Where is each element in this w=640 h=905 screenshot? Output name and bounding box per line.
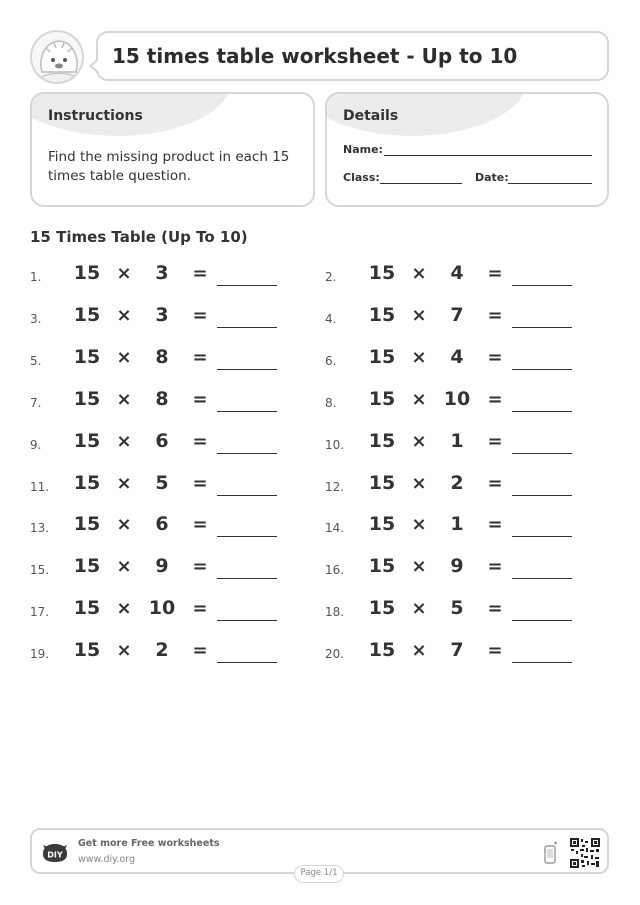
answer-field[interactable] bbox=[217, 453, 277, 454]
times-sign: × bbox=[411, 263, 427, 284]
equals-sign: = bbox=[192, 598, 208, 620]
times-sign: × bbox=[411, 346, 427, 368]
question-number: 17. bbox=[30, 605, 50, 620]
question-5 bbox=[30, 344, 290, 374]
question-number: 2. bbox=[325, 270, 337, 284]
question-15 bbox=[30, 553, 290, 583]
answer-field[interactable] bbox=[512, 495, 572, 496]
equals-sign: = bbox=[487, 598, 503, 620]
question-19 bbox=[30, 637, 290, 667]
question-13 bbox=[30, 511, 290, 541]
times-sign: × bbox=[116, 598, 132, 620]
equals-sign: = bbox=[192, 556, 208, 578]
answer-field[interactable] bbox=[512, 620, 572, 621]
multiplicand: 15 bbox=[368, 471, 396, 494]
answer-field[interactable] bbox=[512, 369, 572, 370]
times-sign: × bbox=[116, 640, 132, 662]
multiplicand: 15 bbox=[73, 387, 101, 410]
question-number: 12. bbox=[325, 479, 345, 494]
multiplier: 9 bbox=[155, 555, 169, 578]
times-sign: × bbox=[116, 514, 132, 536]
worksheet-title-box bbox=[96, 31, 609, 81]
question-number: 10. bbox=[325, 437, 345, 452]
multiplier: 8 bbox=[155, 387, 169, 410]
answer-field[interactable] bbox=[512, 536, 572, 537]
equals-sign: = bbox=[487, 388, 503, 410]
instructions-text: Find the missing product in each 15 times table question. bbox=[48, 149, 290, 184]
equals-sign: = bbox=[487, 640, 503, 662]
question-2 bbox=[325, 260, 585, 290]
question-16 bbox=[325, 553, 585, 583]
phone-scan-icon bbox=[543, 841, 559, 865]
question-number: 1. bbox=[30, 270, 42, 284]
answer-field[interactable] bbox=[512, 411, 572, 412]
mascot-avatar bbox=[30, 30, 84, 84]
question-6 bbox=[325, 344, 585, 374]
equals-sign: = bbox=[192, 640, 208, 662]
times-sign: × bbox=[116, 263, 132, 284]
multiplicand: 15 bbox=[73, 555, 101, 578]
question-number: 19. bbox=[30, 647, 50, 662]
times-sign: × bbox=[411, 472, 427, 494]
answer-field[interactable] bbox=[217, 620, 277, 621]
question-20 bbox=[325, 637, 585, 667]
equals-sign: = bbox=[192, 388, 208, 410]
equals-sign: = bbox=[487, 430, 503, 452]
multiplicand: 15 bbox=[368, 555, 396, 578]
question-number: 14. bbox=[325, 521, 345, 536]
multiplicand: 15 bbox=[368, 262, 396, 284]
answer-field[interactable] bbox=[512, 285, 572, 286]
times-sign: × bbox=[116, 346, 132, 368]
details-panel bbox=[325, 92, 609, 207]
multiplier: 4 bbox=[450, 262, 464, 284]
answer-field[interactable] bbox=[217, 285, 277, 286]
times-sign: × bbox=[411, 514, 427, 536]
answer-field[interactable] bbox=[217, 536, 277, 537]
answer-field[interactable] bbox=[217, 327, 277, 328]
question-12 bbox=[325, 470, 585, 500]
multiplier: 7 bbox=[450, 303, 464, 326]
question-3 bbox=[30, 302, 290, 332]
question-1 bbox=[30, 260, 290, 290]
equals-sign: = bbox=[192, 514, 208, 536]
multiplicand: 15 bbox=[73, 262, 101, 284]
times-sign: × bbox=[411, 430, 427, 452]
details-title: Details bbox=[343, 108, 399, 124]
multiplier: 5 bbox=[155, 471, 169, 494]
question-number: 3. bbox=[30, 311, 42, 326]
question-number: 8. bbox=[325, 395, 337, 410]
multiplier: 2 bbox=[155, 639, 169, 662]
multiplicand: 15 bbox=[368, 387, 396, 410]
question-7 bbox=[30, 386, 290, 416]
equals-sign: = bbox=[487, 556, 503, 578]
multiplier: 5 bbox=[450, 597, 464, 620]
question-11 bbox=[30, 470, 290, 500]
multiplier: 3 bbox=[155, 303, 169, 326]
equals-sign: = bbox=[192, 346, 208, 368]
equals-sign: = bbox=[487, 472, 503, 494]
multiplicand: 15 bbox=[73, 303, 101, 326]
qr-code-icon[interactable] bbox=[570, 838, 600, 868]
multiplier: 2 bbox=[450, 471, 464, 494]
multiplier: 8 bbox=[155, 345, 169, 368]
multiplier: 3 bbox=[155, 262, 169, 284]
times-sign: × bbox=[411, 556, 427, 578]
multiplicand: 15 bbox=[73, 639, 101, 662]
times-sign: × bbox=[411, 598, 427, 620]
equals-sign: = bbox=[487, 514, 503, 536]
answer-field[interactable] bbox=[217, 662, 277, 663]
multiplier: 10 bbox=[443, 387, 471, 410]
multiplicand: 15 bbox=[368, 429, 396, 452]
times-sign: × bbox=[116, 388, 132, 410]
times-sign: × bbox=[116, 430, 132, 452]
question-10 bbox=[325, 428, 585, 458]
question-8 bbox=[325, 386, 585, 416]
question-number: 5. bbox=[30, 353, 42, 368]
answer-field[interactable] bbox=[512, 578, 572, 579]
equals-sign: = bbox=[192, 263, 208, 284]
name-label: Name: bbox=[343, 143, 383, 156]
date-field[interactable] bbox=[508, 183, 592, 184]
times-sign: × bbox=[116, 304, 132, 326]
multiplier: 6 bbox=[155, 429, 169, 452]
multiplier: 1 bbox=[450, 429, 464, 452]
question-number: 7. bbox=[30, 395, 42, 410]
footer-url-link[interactable]: www.diy.org bbox=[78, 854, 135, 865]
equals-sign: = bbox=[487, 346, 503, 368]
question-number: 16. bbox=[325, 563, 345, 578]
multiplier: 10 bbox=[148, 597, 176, 620]
multiplicand: 15 bbox=[368, 597, 396, 620]
times-sign: × bbox=[116, 556, 132, 578]
question-number: 9. bbox=[30, 437, 42, 452]
multiplier: 1 bbox=[450, 513, 464, 536]
times-sign: × bbox=[411, 304, 427, 326]
question-4 bbox=[325, 302, 585, 332]
question-18 bbox=[325, 595, 585, 625]
page-indicator: Page 1/1 bbox=[294, 865, 344, 883]
question-17 bbox=[30, 595, 290, 625]
date-label: Date: bbox=[475, 171, 509, 184]
equals-sign: = bbox=[487, 263, 503, 284]
question-number: 6. bbox=[325, 353, 337, 368]
times-sign: × bbox=[411, 640, 427, 662]
answer-field[interactable] bbox=[217, 411, 277, 412]
instructions-title: Instructions bbox=[48, 108, 143, 124]
question-number: 4. bbox=[325, 311, 337, 326]
question-number: 20. bbox=[325, 647, 345, 662]
question-number: 18. bbox=[325, 605, 345, 620]
times-sign: × bbox=[116, 472, 132, 494]
mascot-face-icon bbox=[32, 32, 84, 84]
answer-field[interactable] bbox=[217, 578, 277, 579]
section-title: 15 Times Table (Up To 10) bbox=[30, 228, 248, 246]
multiplier: 4 bbox=[450, 345, 464, 368]
multiplicand: 15 bbox=[73, 471, 101, 494]
answer-field[interactable] bbox=[512, 662, 572, 663]
instructions-panel bbox=[30, 92, 315, 207]
question-number: 11. bbox=[30, 479, 50, 494]
question-14 bbox=[325, 511, 585, 541]
answer-field[interactable] bbox=[512, 327, 572, 328]
times-sign: × bbox=[411, 388, 427, 410]
class-label: Class: bbox=[343, 171, 380, 184]
equals-sign: = bbox=[192, 472, 208, 494]
class-field[interactable] bbox=[380, 183, 462, 184]
answer-field[interactable] bbox=[512, 453, 572, 454]
equals-sign: = bbox=[487, 304, 503, 326]
equals-sign: = bbox=[192, 430, 208, 452]
multiplicand: 15 bbox=[73, 513, 101, 536]
multiplicand: 15 bbox=[368, 513, 396, 536]
footer-promo-text: Get more Free worksheets bbox=[78, 838, 220, 849]
multiplicand: 15 bbox=[368, 303, 396, 326]
name-field[interactable] bbox=[384, 155, 592, 156]
question-number: 15. bbox=[30, 563, 50, 578]
multiplicand: 15 bbox=[368, 345, 396, 368]
answer-field[interactable] bbox=[217, 369, 277, 370]
question-number: 13. bbox=[30, 521, 50, 536]
multiplier: 7 bbox=[450, 639, 464, 662]
svg-text:DIY: DIY bbox=[47, 850, 63, 860]
multiplier: 9 bbox=[450, 555, 464, 578]
diy-logo-icon bbox=[41, 842, 69, 864]
multiplicand: 15 bbox=[73, 597, 101, 620]
multiplicand: 15 bbox=[368, 639, 396, 662]
equals-sign: = bbox=[192, 304, 208, 326]
answer-field[interactable] bbox=[217, 495, 277, 496]
multiplier: 6 bbox=[155, 513, 169, 536]
page-title: 15 times table worksheet - Up to 10 bbox=[112, 44, 518, 68]
multiplicand: 15 bbox=[73, 345, 101, 368]
question-9 bbox=[30, 428, 290, 458]
multiplicand: 15 bbox=[73, 429, 101, 452]
